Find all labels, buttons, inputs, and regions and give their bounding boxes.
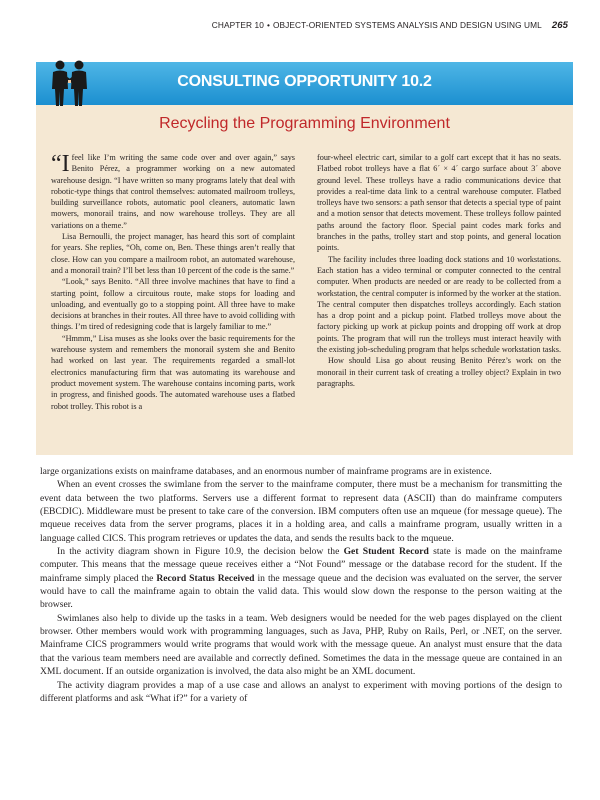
body-text-run: in the message queue and the decision was evaluated on the server, the server would have to call the mainframe again to obtain the valid data. This would slow down the response to the person waiting at the browser. [40, 572, 562, 611]
body-text-run: In the activity diagram shown in Figure 10.9, the decision below the [57, 546, 344, 558]
body-paragraph [40, 545, 562, 612]
running-head [40, 20, 568, 34]
body-text-run: state is made on the mainframe computer. This means that the message queue receives either a “Not Found” message or the database record for the student. If the mainframe simply placed the [40, 546, 562, 584]
box-paragraph: “Look,” says Benito. “All three involve machines that have to find a starting point, follow a circuitous route, make stops for loading and unloading, and eventually go to a stopping point. All three have to make decisions at branches in their routes. All three have to avoid colliding with things. I’m tired of redesigning code that is largely familiar to me.” [51, 277, 295, 332]
chapter-title: OBJECT-ORIENTED SYSTEMS ANALYSIS AND DESIGN USING UML [272, 20, 542, 30]
box-paragraph: four-wheel electric cart, similar to a golf cart except that it has no seats. Flatbed robot trolleys have a flat 6´ × 4´ cargo surface about 3´ above ground level. These trolleys have a radio communications device that provides a real-time data link to a central warehouse computer. Flatbed trolleys have two sensors: a path sensor that detects a special type of paint and a motion sensor that detects movement. These trolleys follow painted paths around the factory floor. Special paint codes mark forks and branches in the paths, trolley start and stop points, and general location points. [317, 153, 561, 253]
box-title: CONSULTING OPPORTUNITY 10.2 [177, 73, 432, 90]
box-paragraph: How should Lisa go about reusing Benito Pérez’s work on the monorail in their current task of creating a trolley object? Explain in two paragraphs. [317, 356, 561, 388]
drop-cap: “I [51, 151, 70, 177]
box-right-column [317, 152, 561, 389]
box-paragraph-text: feel like I’m writing the same code over and over again,” says Benito Pérez, a programmer working on a new automated warehouse design. “I have written so many programs lately that deal with robotic-type things that control themselves: automated mailroom trolleys, building surveillance robots, automatic pool cleaners, automatic lawn mowers, monorail trains, and now warehouse trolleys. They are all variations on a theme.” [51, 153, 295, 230]
chapter-label: CHAPTER 10 [211, 20, 264, 30]
box-paragraph: Lisa Bernoulli, the project manager, has heard this sort of complaint for years. She replies, “Oh, come on, Ben. These things aren’t really that close. How can you compare a mailroom robot, an automated warehouse, and a monorail train? I’ll bet less than 10 percent of the code is the same.” [51, 232, 295, 275]
consulting-opportunity-box [36, 62, 573, 455]
box-subtitle: Recycling the Programming Environment [159, 115, 450, 132]
box-banner [36, 62, 573, 105]
state-name-bold: Record Status Received [156, 572, 255, 584]
box-paragraph [51, 152, 295, 231]
body-paragraph: The activity diagram provides a map of a use case and allows an analyst to experiment with moving portions of the design to different platforms and ask “What if?” for a variety of [40, 679, 562, 704]
state-name-bold: Get Student Record [343, 546, 429, 558]
header-bullet: • [266, 20, 270, 30]
body-paragraph: Swimlanes also help to divide up the tasks in a team. Web designers would be needed for the web pages displayed on the client browser. Other members would work with programming languages, such as Java, PHP, Ruby on Rails, Perl, or .NET, on the server. Mainframe CICS programmers would write programs that would work with the message queue. An analyst must ensure that the data that the various team members need are available and correctly defined. Sometimes the data in the message queue are contained in an XML document. If an outside organization is involved, the data also might be an XML document. [40, 612, 562, 678]
body-paragraph: When an event crosses the swimlane from the server to the mainframe computer, there must be a mechanism for transmitting the event data between the two platforms. Servers use a different format to represent data (ASCII) than do mainframe computers (EBCDIC). Middleware must be present to take care of the conversion. IBM computers often use an mqueue (for message queue). The mqueue receives data from the server programs, places it in a holding area, and calls a mainframe program, usually written in a language called CICS. This program retrieves or updates the data, and sends the results back to the mqueue. [40, 479, 562, 544]
page-number: 265 [551, 20, 568, 31]
body-paragraph: large organizations exists on mainframe databases, and an enormous number of mainframe programs are in existence. [40, 466, 492, 477]
main-body-text [40, 465, 562, 705]
box-paragraph: “Hmmm,” Lisa muses as she looks over the basic requirements for the warehouse system and remembers the monorail system she and Benito had worked on last year. The requirements regarded a small-lot electronics manufacturing firm that was automating its warehouse and product movement system. The warehouse contains incoming parts, work in progress, and finished goods. The automated warehouse uses a flatbed robot trolley. This robot is a [51, 333, 295, 411]
box-paragraph: The facility includes three loading dock stations and 10 workstations. Each station has a video terminal or computer connected to the central computer. When products are needed or are ready to be collected from a workstation, the central computer is informed by the worker at the station. The central computer then dispatches trolleys accordingly. Each station has a drop point and a pickup point. Flatbed trolleys move about the factory picking up work at pickup points and dropping off work at drop points. The program that will run the trolleys must interact heavily with the existing job-scheduling program that helps schedule workstation tasks. [317, 254, 561, 355]
box-left-column [51, 152, 295, 412]
